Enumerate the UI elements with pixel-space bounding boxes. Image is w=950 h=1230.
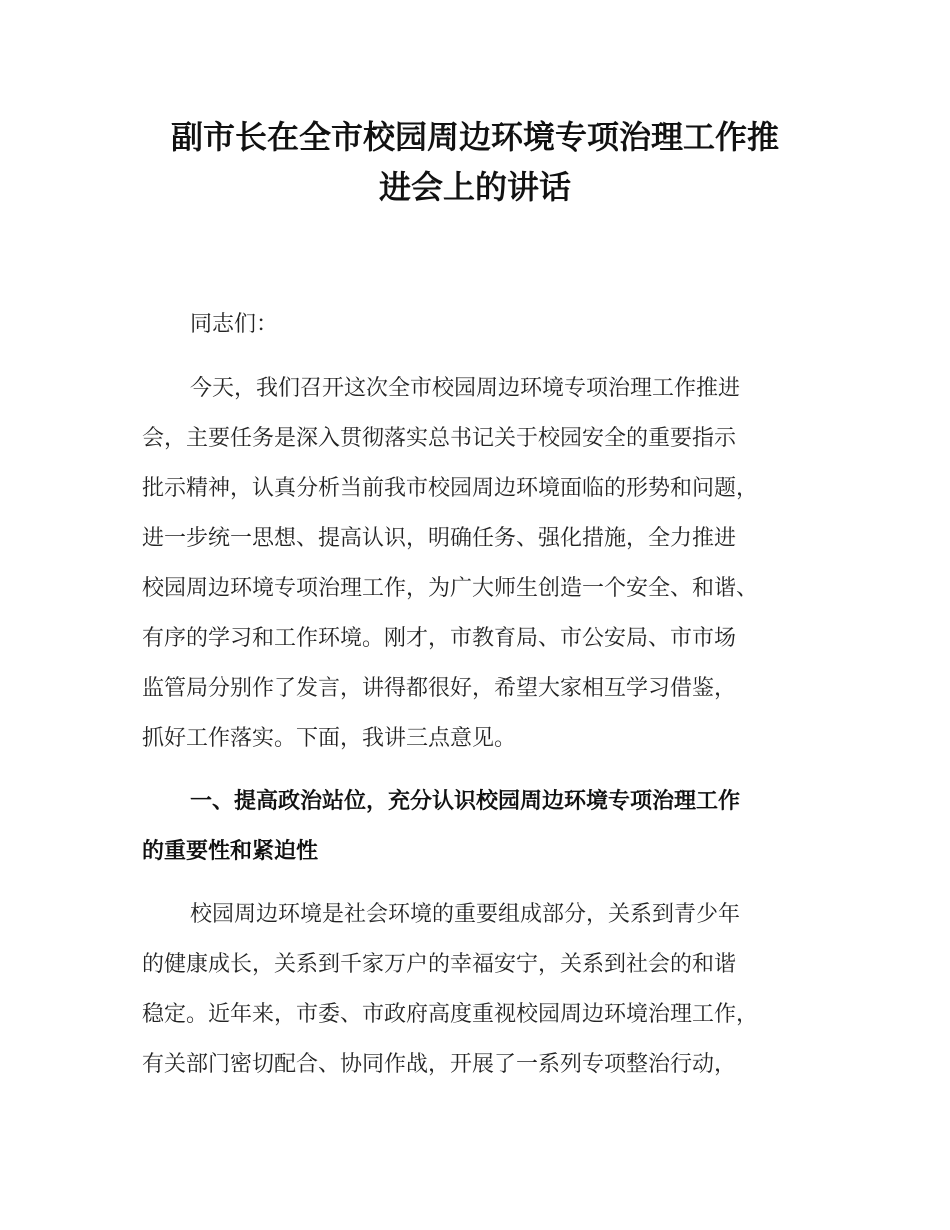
title-line: 进会上的讲话 [378,168,571,206]
title-line: 副市长在全市校园周边环境专项治理工作推 [170,118,779,156]
section-heading-1 [142,777,832,877]
paragraph-line: 进一步统一思想、提高认识，明确任务、强化措施，全力推进 [142,526,737,551]
paragraph-line: 的健康成长，关系到千家万户的幸福安宁，关系到社会的和谐 [142,952,737,977]
paragraph-2 [142,890,832,1090]
paragraph-line: 今天，我们召开这次全市校园周边环境专项治理工作推进 [190,376,741,401]
paragraph-line: 抓好工作落实。下面，我讲三点意见。 [142,726,517,751]
paragraph-line: 校园周边环境是社会环境的重要组成部分，关系到青少年 [190,902,741,927]
paragraph-line: 批示精神，认真分析当前我市校园周边环境面临的形势和问题， [142,476,759,501]
paragraph-line: 监管局分别作了发言，讲得都很好，希望大家相互学习借鉴， [142,676,737,701]
paragraph-line: 有序的学习和工作环境。刚才，市教育局、市公安局、市市场 [142,626,737,651]
document-title [0,112,950,212]
heading-line: 一、提高政治站位，充分认识校园周边环境专项治理工作 [190,789,741,814]
paragraph-line: 稳定。近年来，市委、市政府高度重视校园周边环境治理工作， [142,1002,759,1027]
paragraph-line: 会，主要任务是深入贯彻落实总书记关于校园安全的重要指示 [142,426,737,451]
paragraph-line: 有关部门密切配合、协同作战，开展了一系列专项整治行动， [142,1052,737,1077]
heading-line: 的重要性和紧迫性 [142,839,319,864]
paragraph-line: 校园周边环境专项治理工作，为广大师生创造一个安全、和谐、 [142,576,759,601]
salutation: 同志们： [190,312,279,337]
paragraph-1 [142,364,832,764]
salutation-block [142,300,832,350]
